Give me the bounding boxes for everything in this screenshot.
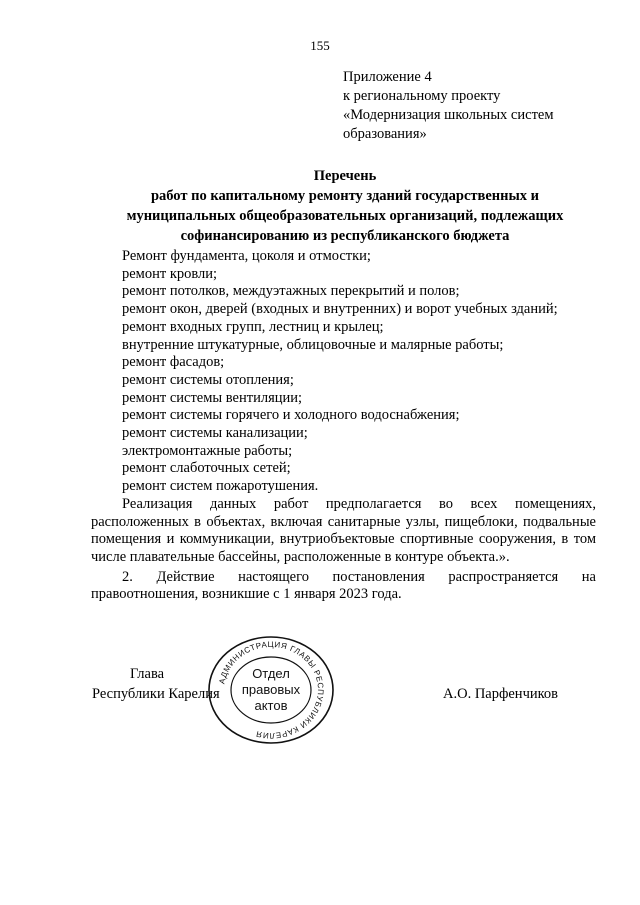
list-item: ремонт системы канализации; <box>122 425 308 442</box>
signatory-post: Глава <box>130 666 165 682</box>
stamp-text-line: правовых <box>241 682 301 697</box>
paragraph-effective-date: 2. Действие настоящего постановления распространяется на правоотношения, возникшие с 1 января 2023 года. <box>91 568 596 603</box>
list-item: Ремонт фундамента, цоколя и отмостки; <box>122 248 371 264</box>
attachment-line: образования» <box>343 126 427 142</box>
works-list <box>91 248 596 496</box>
attachment-header <box>343 68 613 144</box>
list-item: внутренние штукатурные, облицовочные и малярные работы; <box>122 336 504 353</box>
list-item: ремонт системы отопления; <box>122 371 294 388</box>
list-item: электромонтажные работы; <box>122 442 293 459</box>
paragraph-implementation: Реализация данных работ предполагается во всех помещениях, расположенных в объектах, включая санитарные узлы, пищеблоки, подвальные помещения и коммуникации, внутриобъектовые спортивные сооружения, в том числе плавательные бассейны, расположенные в контуре объекта.». <box>91 495 596 565</box>
attachment-line: «Модернизация школьных систем <box>343 107 554 123</box>
list-item: ремонт слаботочных сетей; <box>122 460 291 477</box>
list-item: ремонт потолков, междуэтажных перекрытий и полов; <box>122 283 460 300</box>
document-title <box>80 166 610 246</box>
title-line: работ по капитальному ремонту зданий государственных и <box>150 188 540 204</box>
list-item: ремонт систем пожаротушения. <box>122 478 319 495</box>
list-item: ремонт окон, дверей (входных и внутренних) и ворот учебных зданий; <box>122 301 558 318</box>
list-item: ремонт системы горячего и холодного водоснабжения; <box>122 407 460 424</box>
title-line: муниципальных общеобразовательных организаций, подлежащих <box>126 208 564 224</box>
stamp-text-line: Отдел <box>252 666 290 681</box>
stamp-text-line: актов <box>254 698 288 713</box>
page-number: 155 <box>310 38 330 53</box>
title-line: Перечень <box>313 168 377 184</box>
attachment-line: Приложение 4 <box>343 69 432 85</box>
list-item: ремонт системы вентиляции; <box>122 389 303 406</box>
list-item: ремонт кровли; <box>122 265 218 282</box>
official-stamp <box>206 634 336 746</box>
stamp-ring-text: АДМИНИСТРАЦИЯ ГЛАВЫ РЕСПУБЛИКИ КАРЕЛИЯ <box>217 639 326 741</box>
signatory-organization: Республики Карелия <box>92 686 220 702</box>
signatory-name: А.О. Парфенчиков <box>443 686 559 702</box>
list-item: ремонт фасадов; <box>122 354 225 371</box>
list-item: ремонт входных групп, лестниц и крылец; <box>122 318 384 335</box>
attachment-line: к региональному проекту <box>343 88 501 104</box>
document-body <box>91 248 596 604</box>
title-line: софинансированию из республиканского бюджета <box>180 228 510 244</box>
